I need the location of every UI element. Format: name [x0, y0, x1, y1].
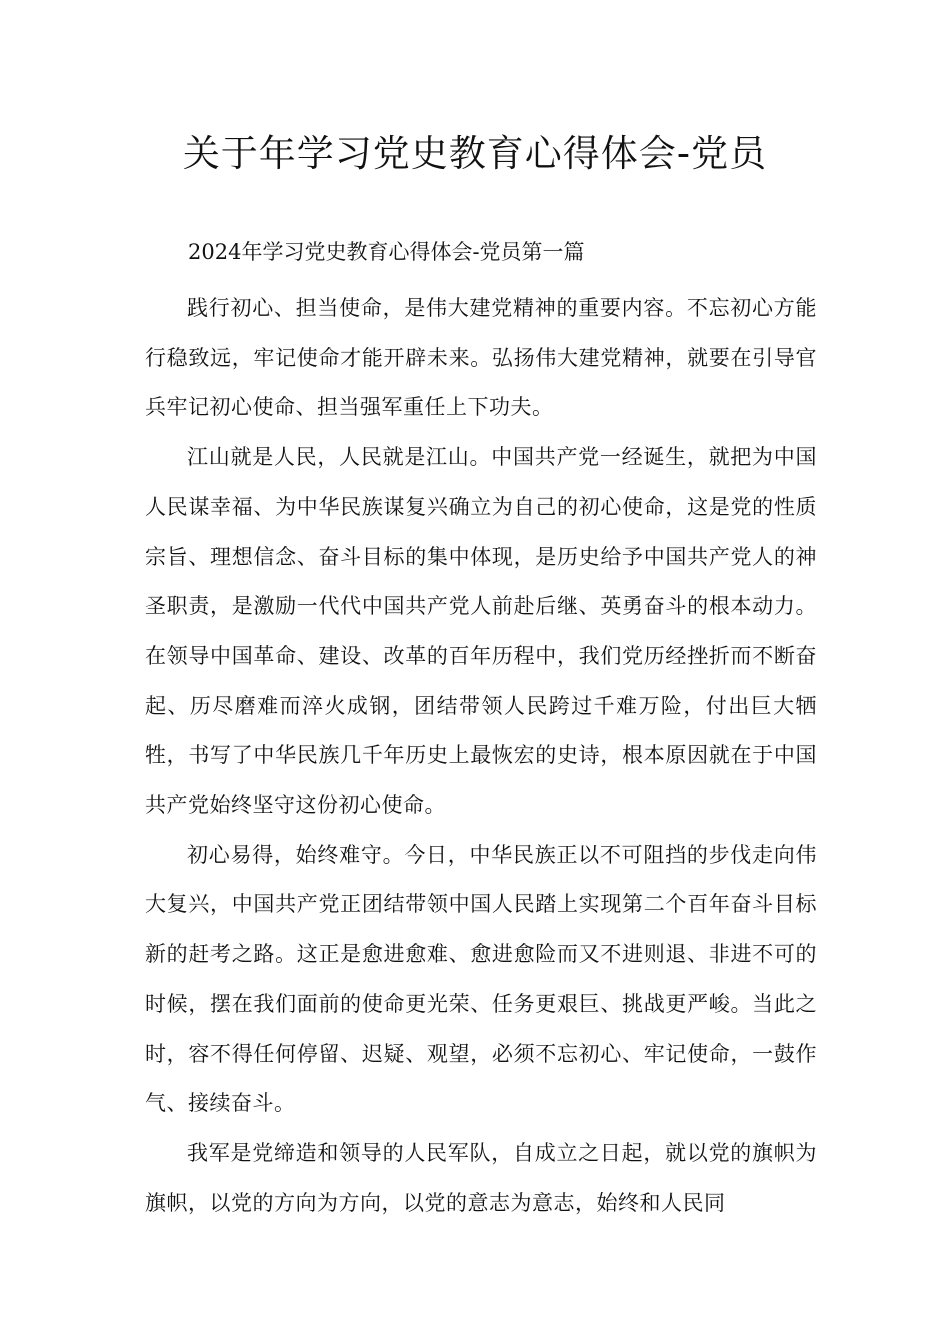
paragraph: 践行初心、担当使命，是伟大建党精神的重要内容。不忘初心方能行稳致远，牢记使命才能开辟未来。弘扬伟大建党精神，就要在引导官兵牢记初心使命、担当强军重任上下功夫。 — [145, 296, 817, 420]
paragraph: 初心易得，始终难守。今日，中华民族正以不可阻挡的步伐走向伟大复兴，中国共产党正团结带领中国人民踏上实现第二个百年奋斗目标新的赶考之路。这正是愈进愈难、愈进愈险而又不进则退、非进不可的时候，摆在我们面前的使命更光荣、任务更艰巨、挑战更严峻。当此之时，容不得任何停留、迟疑、观望，必须不忘初心、牢记使命，一鼓作气、接续奋斗。 — [145, 842, 817, 1116]
document-subtitle: 2024年学习党史教育心得体会-党员第一篇 — [188, 240, 585, 264]
document-title: 关于年学习党史教育心得体会-党员 — [182, 132, 768, 175]
document-body — [145, 284, 817, 1228]
paragraph: 江山就是人民，人民就是江山。中国共产党一经诞生，就把为中国人民谋幸福、为中华民族谋复兴确立为自己的初心使命，这是党的性质宗旨、理想信念、奋斗目标的集中体现，是历史给予中国共产党人的神圣职责，是激励一代代中国共产党人前赴后继、英勇奋斗的根本动力。在领导中国革命、建设、改革的百年历程中，我们党历经挫折而不断奋起、历尽磨难而淬火成钢，团结带领人民跨过千难万险，付出巨大牺牲，书写了中华民族几千年历史上最恢宏的史诗，根本原因就在于中国共产党始终坚守这份初心使命。 — [145, 445, 817, 818]
paragraph: 我军是党缔造和领导的人民军队，自成立之日起，就以党的旗帜为旗帜，以党的方向为方向，以党的意志为意志，始终和人民同 — [145, 1140, 817, 1215]
